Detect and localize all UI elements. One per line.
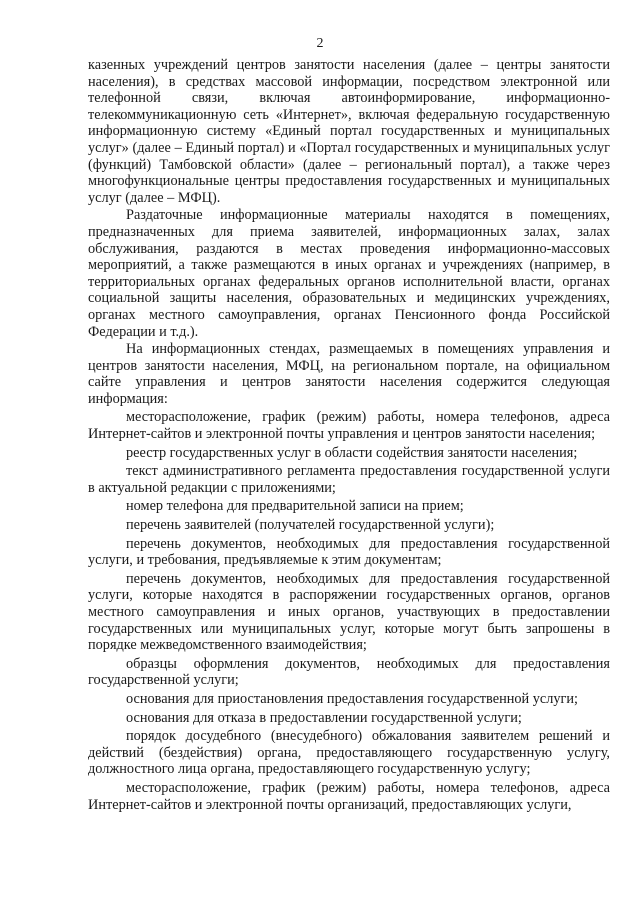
paragraph-handout-materials: Раздаточные информационные материалы находятся в помещениях, предназначенных для приема заявителей, информационных залах, залах обслуживания, раздаются в местах проведения информационно-массовых мероприятий, а также размещаются в иных органах и учреждениях (например, в территориальных органах федеральных органов исполнительной власти, органах социальной защиты населения, образовательных и медицинских учреждениях, органах местного самоуправления, органах Пенсионного фонда Российской Федерации и т.д.). [88,207,610,340]
list-item: перечень заявителей (получателей государственной услуги); [126,517,495,534]
paragraph-continuation: казенных учреждений центров занятости населения (далее – центры занятости населения), в средствах массовой информации, посредством электронной или телефонной связи, включая автоинформирование, информационно-телекоммуникационную сеть «Интернет», включая федеральную государственную информационную систему «Единый портал государственных и муниципальных услуг» (далее – Единый портал) и «Портал государственных и муниципальных услуг (функций) Тамбовской области» (далее – региональный портал), а также через многофункциональные центры предоставления государственных и муниципальных услуг (далее – МФЦ). [88,57,610,206]
list-item: месторасположение, график (режим) работы, номера телефонов, адреса Интернет-сайтов и электронной почты управления и центров занятости населения; [88,409,610,443]
list-item: номер телефона для предварительной записи на прием; [126,498,464,515]
list-item: основания для приостановления предоставления государственной услуги; [126,690,579,707]
list-item: текст административного регламента предоставления государственной услуги в актуальной редакции с приложениями; [88,463,610,496]
paragraph-info-stands: На информационных стендах, размещаемых в помещениях управления и центров занятости населения, МФЦ, на региональном портале, на официальном сайте управления и центров занятости населения содержится следующая информация: [88,341,610,407]
list-item: месторасположение, график (режим) работы, номера телефонов, адреса Интернет-сайтов и электронной почты организаций, предоставляющих услуги, [88,779,610,813]
page-number: 2 [316,36,324,51]
list-item: образцы оформления документов, необходимых для предоставления государственной услуги; [88,655,610,689]
list-item: порядок досудебного (внесудебного) обжалования заявителем решений и действий (бездействия) органа, предоставляющего государственную услугу, должностного лица органа, предоставляющего государственную услугу; [88,728,610,778]
list-item: перечень документов, необходимых для предоставления государственной услуги, и требования, предъявляемые к этим документам; [88,535,610,569]
list-item: реестр государственных услуг в области содействия занятости населения; [126,444,578,461]
document-body [88,57,610,813]
list-item: основания для отказа в предоставлении государственной услуги; [126,709,522,726]
list-item: перечень документов, необходимых для предоставления государственной услуги, которые находятся в распоряжении государственных органов, органов местного самоуправления и иных органов, участвующих в предоставлении государственных или муниципальных услуг, которые могут быть запрошены в порядке межведомственного взаимодействия; [88,570,610,654]
